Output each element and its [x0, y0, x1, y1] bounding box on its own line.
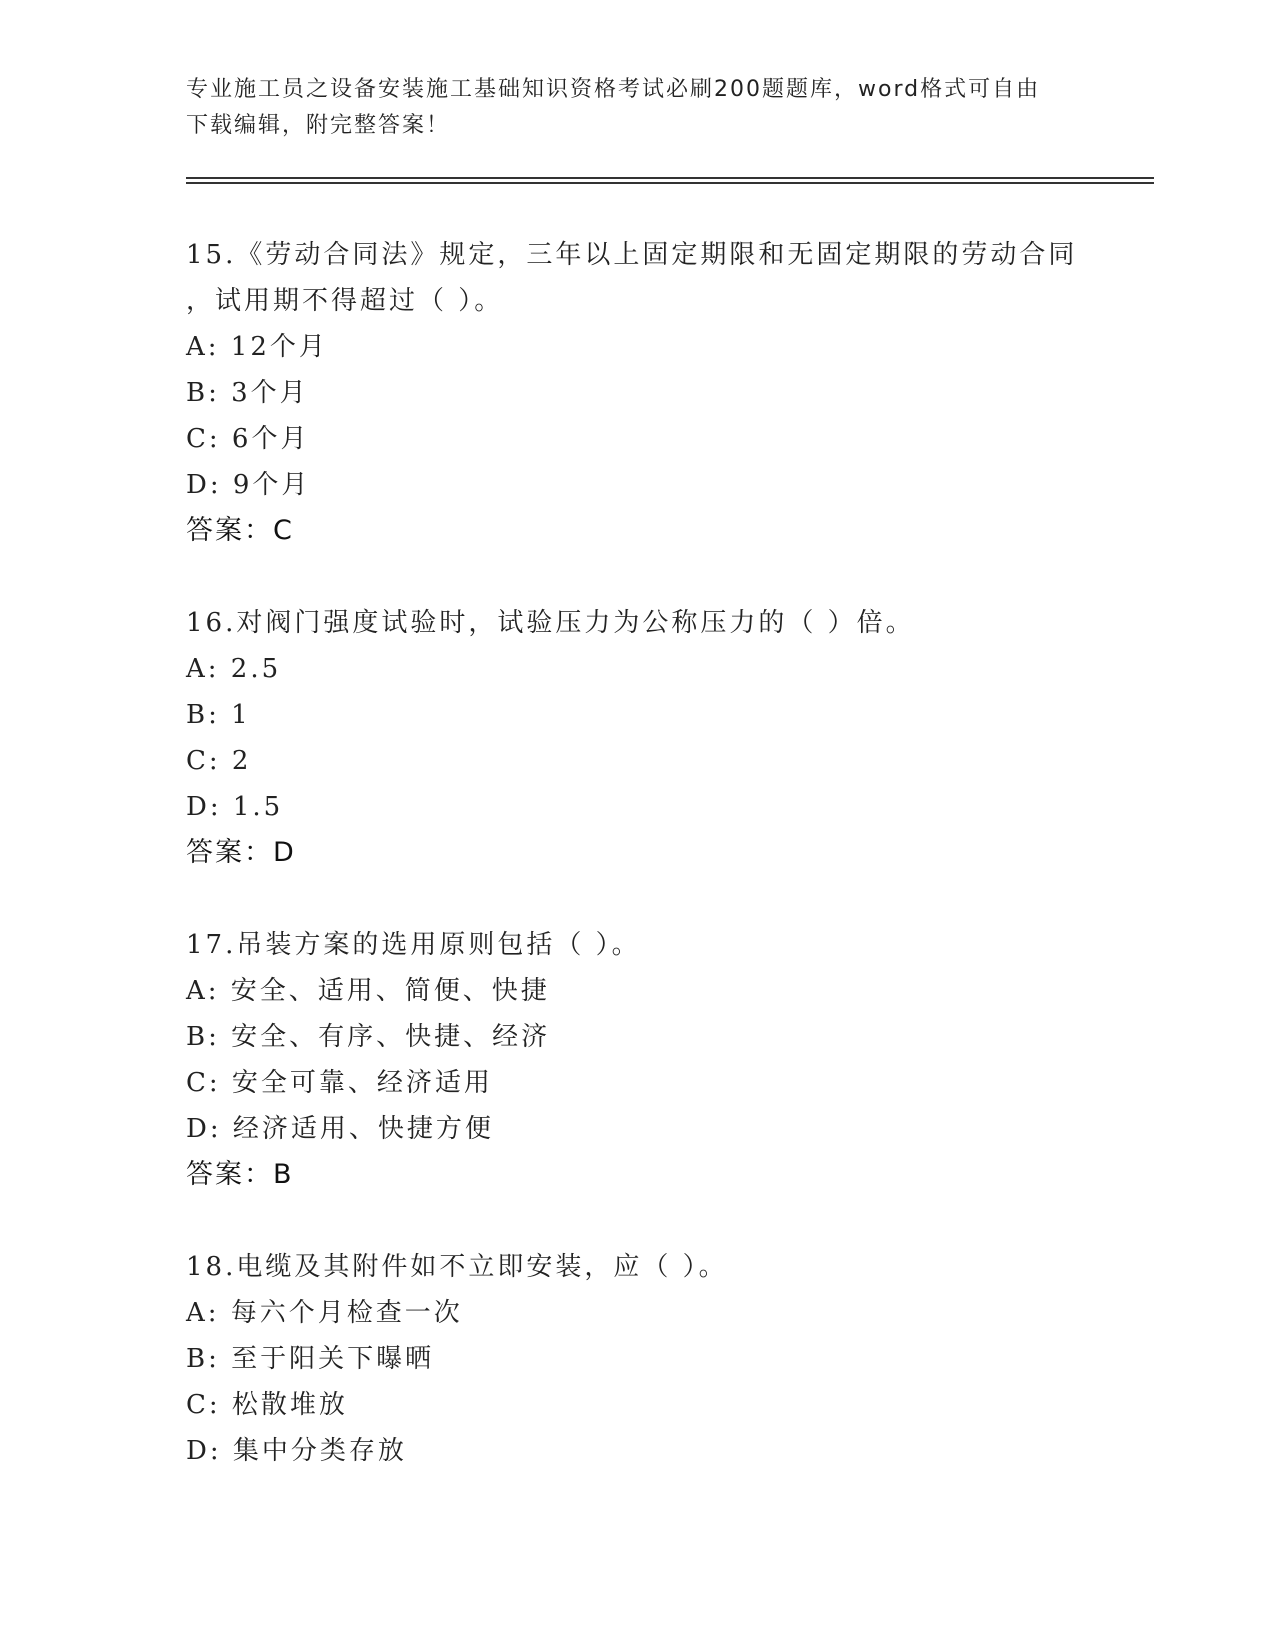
question-15: [186, 232, 1086, 554]
document-header: [186, 72, 1086, 144]
option-b: B: 安全、有序、快捷、经济: [186, 1022, 551, 1052]
option-c: C: 6个月: [186, 424, 310, 454]
header-rule-top: [186, 177, 1154, 179]
question-text: 15.《劳动合同法》规定，三年以上固定期限和无固定期限的劳动合同: [186, 240, 1078, 270]
option-a: A: 12个月: [186, 332, 328, 362]
option-b: B: 3个月: [186, 378, 309, 408]
answer-label: 答案：D: [186, 837, 296, 868]
question-17: [186, 922, 1086, 1198]
answer-label: 答案：B: [186, 1159, 294, 1190]
question-text: 17.吊装方案的选用原则包括（ ）。: [186, 930, 641, 960]
option-c: C: 2: [186, 746, 252, 776]
option-c: C: 安全可靠、经济适用: [186, 1068, 493, 1098]
question-16: [186, 600, 1086, 876]
question-18: [186, 1244, 1086, 1474]
question-text: 16.对阀门强度试验时，试验压力为公称压力的（ ）倍。: [186, 608, 915, 638]
question-text: 18.电缆及其附件如不立即安装，应（ ）。: [186, 1252, 728, 1282]
option-d: D: 集中分类存放: [186, 1436, 407, 1466]
option-a: A: 安全、适用、简便、快捷: [186, 976, 550, 1006]
option-b: B: 至于阳关下曝晒: [186, 1344, 435, 1374]
option-d: D: 经济适用、快捷方便: [186, 1114, 494, 1144]
header-line-2: 下载编辑，附完整答案！: [186, 113, 451, 138]
header-rule-bottom: [186, 182, 1154, 184]
header-line-1: 专业施工员之设备安装施工基础知识资格考试必刷200题题库，word格式可自由: [186, 77, 1041, 102]
option-a: A: 每六个月检查一次: [186, 1298, 463, 1328]
question-list: [186, 232, 1086, 1520]
option-d: D: 9个月: [186, 470, 311, 500]
answer-label: 答案：C: [186, 515, 294, 546]
option-b: B: 1: [186, 700, 251, 730]
option-a: A: 2.5: [186, 654, 282, 684]
option-c: C: 松散堆放: [186, 1390, 348, 1420]
option-d: D: 1.5: [186, 792, 284, 822]
question-text-continued: ，试用期不得超过（ ）。: [186, 286, 504, 316]
